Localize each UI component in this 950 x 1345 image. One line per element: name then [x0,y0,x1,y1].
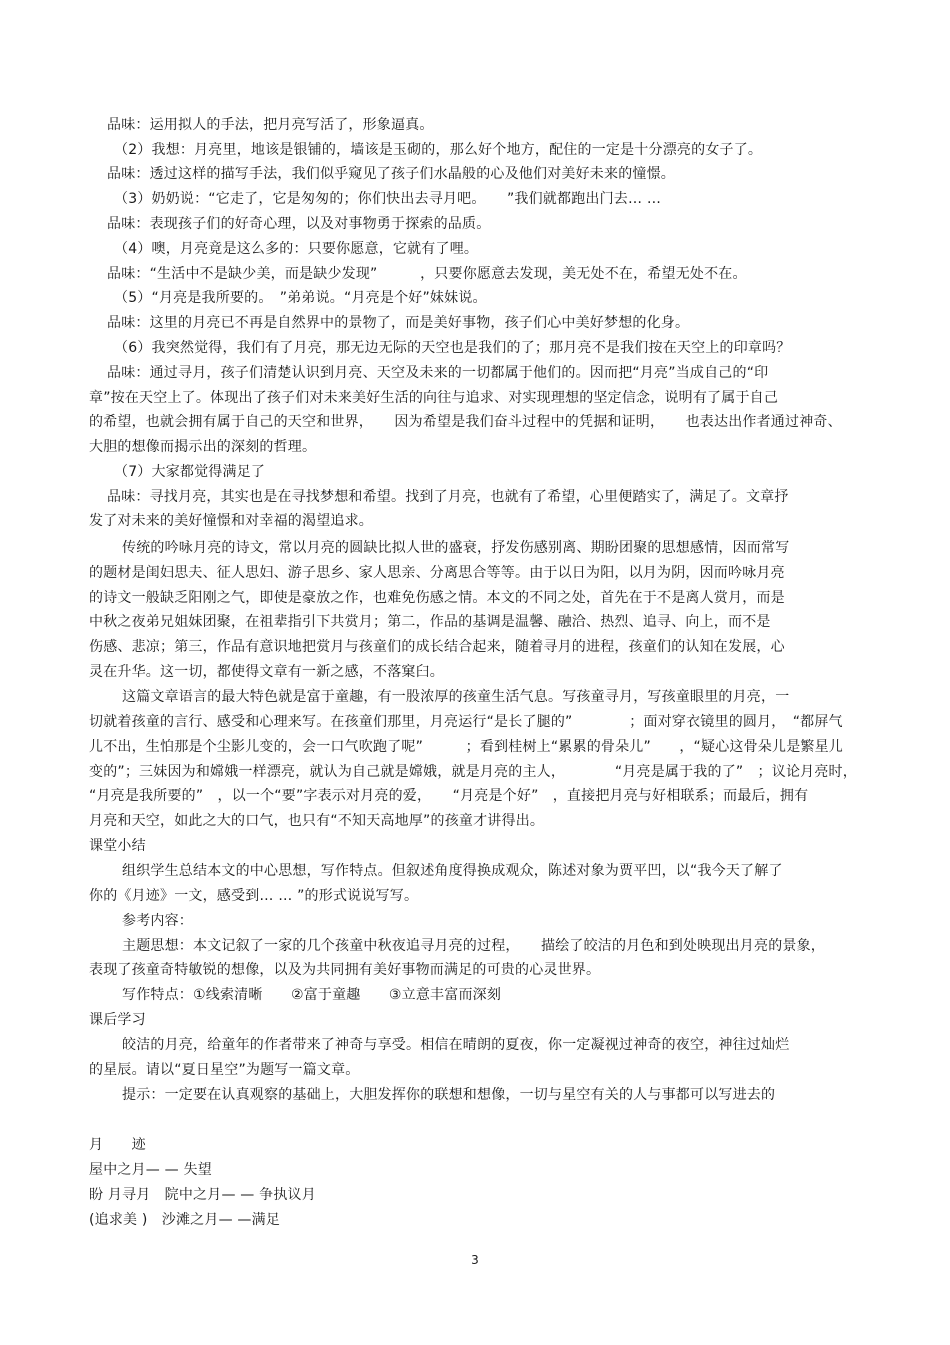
text-line-18: 传统的吟咏月亮的诗文，常以月亮的圆缺比拟人世的盛衰，抒发伤感别离、期盼团聚的思想感情，因而常写 [122,540,790,556]
text-line-04: （3）奶奶说：“它走了，它是匆匆的；你们快出去寻月吧。 ”我们就都跑出门去… … [114,191,662,207]
text-line-29: 月亮和天空，如此之大的口气，也只有“不知天高地厚”的孩童才讲得出。 [89,813,545,829]
text-line-27: 变的”；三妹因为和嫦娥一样漂亮，就认为自己就是嫦娥，就是月亮的主人， “月亮是属于我的了” ；议论月亮时， [89,764,857,780]
text-line-12: 章”按在天空上了。体现出了孩子们对未来美好生活的向往与追求、对实现理想的坚定信念，说明有了属于自己 [89,390,779,406]
text-line-19: 的题材是闺妇思夫、征人思妇、游子思乡、家人思亲、分离思合等等。由于以日为阳，以月为阴，因而吟咏月亮 [89,565,785,581]
text-line-22: 伤感、悲凉；第三，作品有意识地把赏月与孩童们的成长结合起来，随着寻月的进程，孩童们的认知在发展，心 [89,639,785,655]
text-line-36: 写作特点：①线索清晰 ②富于童趣 ③立意丰富而深刻 [122,987,502,1003]
text-line-40: 提示：一定要在认真观察的基础上，大胆发挥你的联想和想像，一切与星空有关的人与事都可以写进去的 [122,1087,776,1103]
text-line-05: 品味：表现孩子们的好奇心理，以及对事物勇于探索的品质。 [107,216,491,232]
text-line-32: 你的《月迹》一文，感受到… … ”的形式说说写写。 [89,888,419,904]
text-line-25: 切就着孩童的言行、感受和心理来写。在孩童们那里，月亮运行“是长了腿的” ；面对穿衣镜里的圆月， “都屏气 [89,714,843,730]
text-line-33: 参考内容： [122,913,193,929]
text-line-11: 品味：通过寻月，孩子们清楚认识到月亮、天空及未来的一切都属于他们的。因而把“月亮”当成自己的“印 [107,365,769,381]
text-line-34: 主题思想：本文记叙了一家的几个孩童中秋夜追寻月亮的过程， 描绘了皎洁的月色和到处映现出月亮的景象， [122,938,825,954]
text-line-03: 品味：透过这样的描写手法，我们似乎窥见了孩子们水晶般的心及他们对美好未来的憧憬。 [107,166,675,182]
page-number: 3 [471,1253,479,1267]
text-line-10: （6）我突然觉得，我们有了月亮，那无边无际的天空也是我们的了；那月亮不是我们按在天空上的印章吗？ [114,340,791,356]
text-line-20: 的诗文一般缺乏阳刚之气，即使是豪放之作，也难免伤感之情。本文的不同之处，首先在于不是离人赏月，而是 [89,590,785,606]
text-line-38: 皎洁的月亮，给童年的作者带来了神奇与享受。相信在晴朗的夏夜，你一定凝视过神奇的夜空，神往过灿烂 [122,1037,790,1053]
text-line-17: 发了对未来的美好憧憬和对幸福的渴望追求。 [89,513,373,529]
text-line-28: “月亮是我所要的” ，以一个“要”字表示对月亮的爱， “月亮是个好” ，直接把月亮与好相联系；而最后，拥有 [89,788,809,804]
text-line-26: 儿不出，生怕那是个尘影儿变的，会一口气吹跑了呢” ；看到桂树上“累累的骨朵儿” ，“疑心这骨朵儿是繁星儿 [89,739,844,755]
text-line-09: 品味：这里的月亮已不再是自然界中的景物了，而是美好事物，孩子们心中美好梦想的化身。 [107,315,690,331]
text-line-01: 品味：运用拟人的手法，把月亮写活了，形象逼真。 [107,117,434,133]
text-line-16: 品味：寻找月亮，其实也是在寻找梦想和希望。找到了月亮，也就有了希望，心里便踏实了，满足了。文章抒 [107,489,789,505]
outline-title: 月 迹 [89,1137,146,1153]
text-line-02: （2）我想：月亮里，地该是银铺的，墙该是玉砌的，那么好个地方，配住的一定是十分漂亮的女子了。 [114,142,763,158]
text-line-23: 灵在升华。这一切，都使得文章有一新之感，不落窠臼。 [89,664,444,680]
text-line-13: 的希望，也就会拥有属于自己的天空和世界， 因为希望是我们奋斗过程中的凭据和证明， 也表达出作者通过神奇、 [89,414,842,430]
text-line-35: 表现了孩童奇特敏锐的想像，以及为共同拥有美好事物而满足的可贵的心灵世界。 [89,962,601,978]
text-line-24: 这篇文章语言的最大特色就是富于童趣，有一股浓厚的孩童生活气息。写孩童寻月，写孩童眼里的月亮，一 [122,689,790,705]
text-line-21: 中秋之夜弟兄姐妹团聚，在祖辈指引下共赏月；第二，作品的基调是温馨、融洽、热烈、追寻、向上，而不是 [89,614,771,630]
section-heading-after-class: 课后学习 [89,1012,146,1028]
text-line-15: （7）大家都觉得满足了 [114,464,266,480]
section-heading-classroom-summary: 课堂小结 [89,838,146,854]
text-line-31: 组织学生总结本文的中心思想，写作特点。但叙述角度得换成观众，陈述对象为贾平凹，以“我今天了解了 [122,863,783,879]
text-line-14: 大胆的想像而揭示出的深刻的哲理。 [89,439,317,455]
text-line-06: （4）噢，月亮竟是这么多的：只要你愿意，它就有了哩。 [114,241,479,257]
text-line-39: 的星辰。请以“夏日星空”为题写一篇文章。 [89,1062,360,1078]
text-line-08: （5）“月亮是我所要的。 ”弟弟说。“月亮是个好”妹妹说。 [114,290,487,306]
outline-row-1: 屋中之月— — 失望 [89,1162,212,1178]
text-line-07: 品味：“生活中不是缺少美，而是缺少发现” ，只要你愿意去发现，美无处不在，希望无处不在。 [107,266,747,282]
outline-row-2: 盼 月寻月 院中之月— — 争执议月 [89,1187,316,1203]
outline-row-3: (追求美 ) 沙滩之月— —满足 [89,1212,281,1228]
